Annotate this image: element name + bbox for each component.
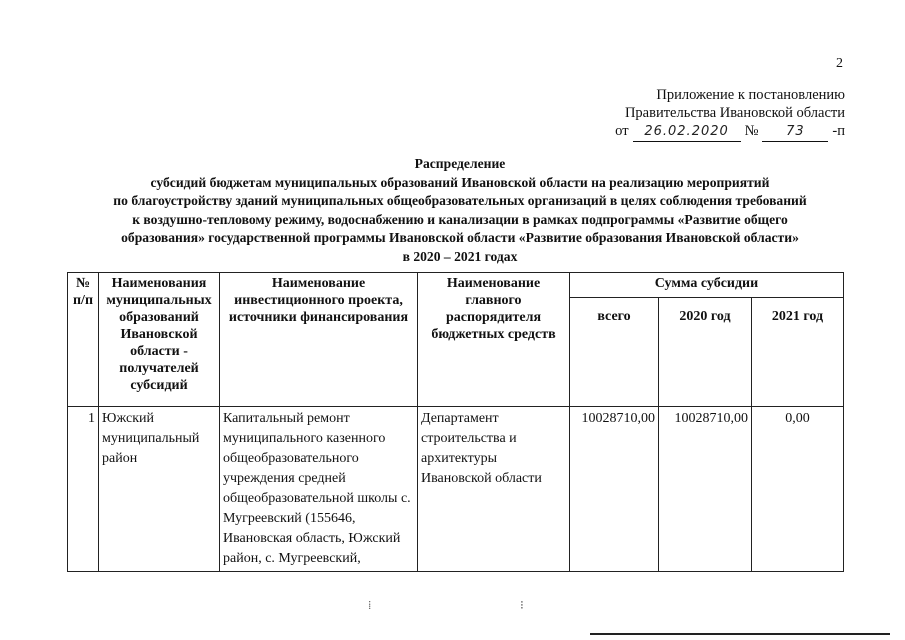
appendix-block bbox=[615, 86, 845, 142]
title-line-1: Распределение bbox=[414, 156, 506, 171]
title-line-5: образования» государственной программы Ивановской области «Развитие образования Ивановской области» bbox=[121, 230, 799, 245]
header-manager: Наименование главного распорядителя бюджетных средств bbox=[418, 273, 570, 407]
appendix-line-2: Правительства Ивановской области bbox=[624, 105, 845, 121]
title-line-4: к воздушно-тепловому режиму, водоснабжению и канализации в рамках подпрограммы «Развитие общего bbox=[132, 211, 788, 227]
document-title bbox=[60, 155, 860, 266]
row-num: 1 bbox=[68, 407, 99, 572]
page-number: 2 bbox=[836, 56, 843, 71]
row-municipality: Южский муниципальный район bbox=[99, 407, 220, 572]
appendix-date-line bbox=[615, 122, 845, 142]
header-2020: 2020 год bbox=[659, 298, 752, 407]
scan-mark-right: ⁝ bbox=[520, 598, 524, 612]
row-manager: Департамент строительства и архитектуры Ивановской области bbox=[418, 407, 570, 572]
subsidy-table bbox=[67, 272, 844, 572]
title-line-3: по благоустройству зданий муниципальных общеобразовательных организаций в целях соблюдения требований bbox=[113, 193, 807, 208]
table-row bbox=[68, 407, 844, 572]
footer-line bbox=[590, 633, 890, 635]
appendix-number: 73 bbox=[762, 123, 828, 142]
appendix-no-label: № bbox=[744, 123, 759, 139]
appendix-from-label: от bbox=[615, 123, 629, 139]
title-line-6: в 2020 – 2021 годах bbox=[402, 248, 518, 264]
header-municipality: Наименования муниципальных образований Ивановской области - получателей субсидий bbox=[99, 273, 220, 407]
row-2020: 10028710,00 bbox=[659, 407, 752, 572]
header-sum: Сумма субсидии bbox=[570, 273, 844, 298]
scan-mark-left: ⁞ bbox=[368, 598, 372, 612]
header-2021: 2021 год bbox=[752, 298, 844, 407]
row-project: Капитальный ремонт муниципального казенного общеобразовательного учреждения средней общеобразовательной школы с. Мугреевский (155646, Ивановская область, Южский район, с. Мугреевский, bbox=[220, 407, 418, 572]
table-header-row-1 bbox=[68, 273, 844, 298]
header-total: всего bbox=[570, 298, 659, 407]
row-2021: 0,00 bbox=[752, 407, 844, 572]
row-total: 10028710,00 bbox=[570, 407, 659, 572]
header-project: Наименование инвестиционного проекта, источники финансирования bbox=[220, 273, 418, 407]
appendix-date: 26.02.2020 bbox=[633, 123, 741, 142]
appendix-suffix: -п bbox=[832, 123, 845, 139]
title-line-2: субсидий бюджетам муниципальных образований Ивановской области на реализацию мероприятий bbox=[150, 174, 770, 190]
appendix-line-1: Приложение к постановлению bbox=[656, 87, 845, 103]
header-num: № п/п bbox=[68, 273, 99, 407]
